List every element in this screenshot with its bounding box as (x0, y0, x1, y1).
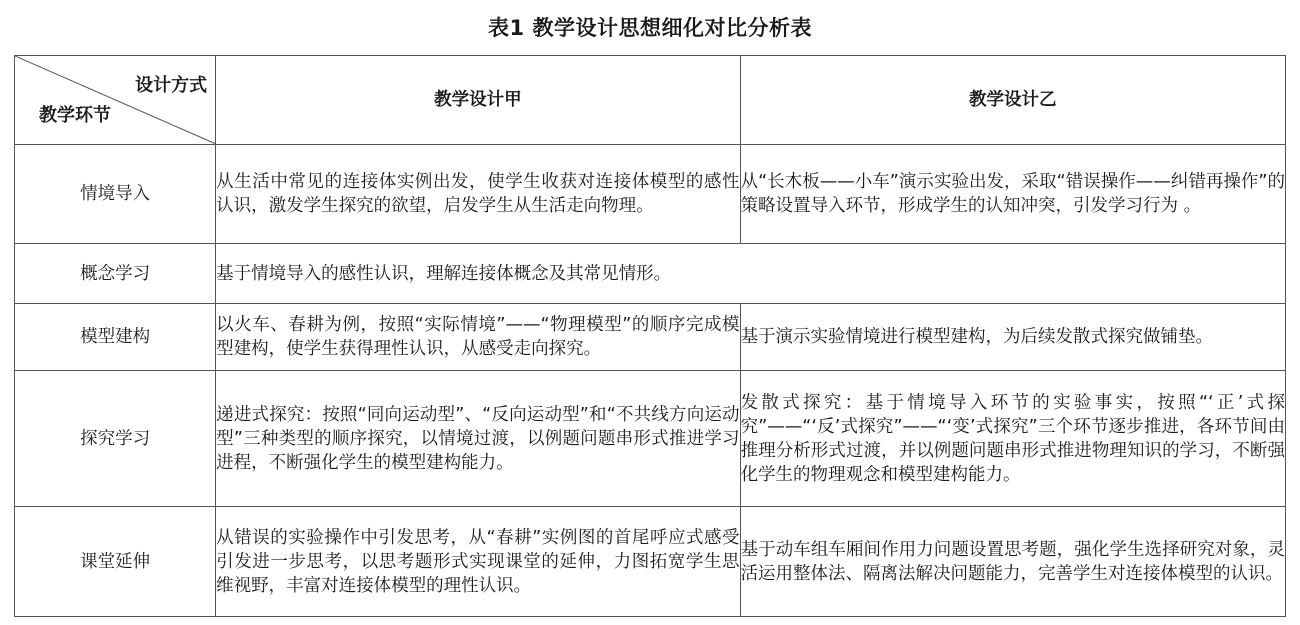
header-design-a: 教学设计甲 (216, 56, 740, 145)
table-title: 表1 教学设计思想细化对比分析表 (488, 16, 812, 40)
cell-design-b: 发散式探究：基于情境导入环节的实验事实，按照“‘正’式探究”——“‘反’式探究”——“‘变’式探究”三个环节逐步推进，各环节间由推理分析形式过渡，并以例题问题串形式推进物理知识的学习，不断强化学生的物理观念和模型建构能力。 (740, 371, 1285, 507)
cell-design-a: 从错误的实验操作中引发思考，从“春耕”实例图的首尾呼应式感受引发进一步思考，以思考题形式实现课堂的延伸，力图拓宽学生思维视野，丰富对连接体模型的理性认识。 (216, 507, 740, 617)
header-teaching-stage: 教学环节 (39, 105, 111, 126)
row-label: 模型建构 (15, 304, 216, 371)
cell-design-b: 基于动车组车厢间作用力问题设置思考题，强化学生选择研究对象，灵活运用整体法、隔离法解决问题能力，完善学生对连接体模型的认识。 (740, 507, 1285, 617)
cell-merged: 基于情境导入的感性认识，理解连接体概念及其常见情形。 (216, 244, 1286, 304)
header-design-method: 设计方式 (135, 75, 208, 96)
table-row (15, 244, 1286, 304)
cell-design-a: 从生活中常见的连接体实例出发，使学生收获对连接体模型的感性认识，激发学生探究的欲望，启发学生从生活走向物理。 (216, 145, 740, 244)
row-label: 概念学习 (15, 244, 216, 304)
table-row (15, 507, 1286, 617)
table-row (15, 304, 1286, 371)
row-label: 探究学习 (15, 371, 216, 507)
diagonal-line (15, 56, 217, 145)
header-design-b: 教学设计乙 (740, 56, 1285, 145)
row-label: 情境导入 (15, 145, 216, 244)
row-label: 课堂延伸 (15, 507, 216, 617)
table-row (15, 145, 1286, 244)
diagonal-header-cell (15, 56, 216, 145)
header-row (15, 56, 1286, 145)
cell-design-b: 基于演示实验情境进行模型建构，为后续发散式探究做铺垫。 (740, 304, 1285, 371)
cell-design-b: 从“长木板——小车”演示实验出发，采取“错误操作——纠错再操作”的策略设置导入环节，形成学生的认知冲突，引发学习行为 。 (740, 145, 1285, 244)
cell-design-a: 递进式探究：按照“同向运动型”、“反向运动型”和“不共线方向运动型”三种类型的顺序探究，以情境过渡，以例题问题串形式推进学习进程，不断强化学生的模型建构能力。 (216, 371, 740, 507)
cell-design-a: 以火车、春耕为例，按照“实际情境”——“物理模型”的顺序完成模型建构，使学生获得理性认识，从感受走向探究。 (216, 304, 740, 371)
comparison-table (14, 55, 1286, 617)
table-row (15, 371, 1286, 507)
